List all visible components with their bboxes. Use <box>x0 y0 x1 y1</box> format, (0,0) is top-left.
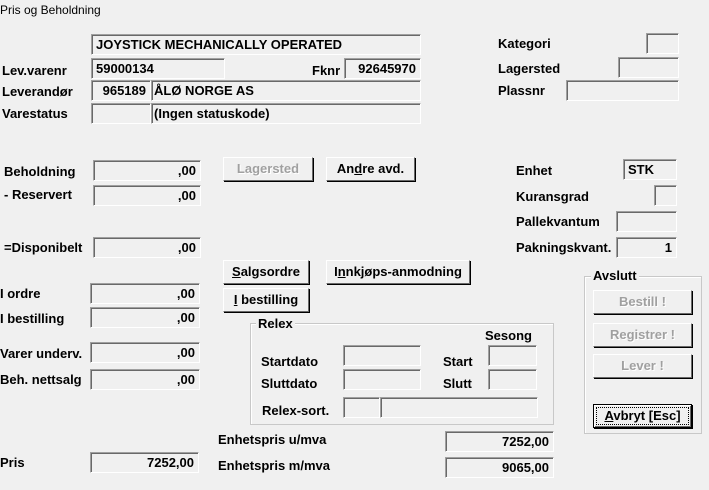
enhetspris-eks-mva-field[interactable]: 7252,00 <box>445 431 554 452</box>
relex-sort-code-field[interactable] <box>343 397 380 418</box>
enhet-label: Enhet <box>516 163 553 178</box>
beholdning-label: Beholdning <box>4 164 76 179</box>
start-field[interactable] <box>488 345 537 366</box>
kuransgrad-field[interactable] <box>654 185 677 206</box>
fknr-label: Fknr <box>312 63 341 78</box>
enhetspris-ink-mva-field[interactable]: 9065,00 <box>445 457 554 478</box>
i-bestilling-label: I bestilling <box>0 311 65 326</box>
pallekvantum-field[interactable] <box>616 211 677 232</box>
beh-nettsalg-field[interactable]: ,00 <box>90 369 200 390</box>
beh-nettsalg-label: Beh. nettsalg <box>0 372 82 387</box>
avslutt-title: Avslutt <box>593 268 637 283</box>
leverandor-navn-field[interactable]: ÅLØ NORGE AS <box>151 80 421 101</box>
startdato-field[interactable] <box>343 345 421 366</box>
innkjops-label-pre: I <box>334 264 338 279</box>
leverandor-nr-field[interactable]: 965189 <box>91 80 151 101</box>
kategori-label: Kategori <box>498 36 551 51</box>
start-label: Start <box>443 354 473 369</box>
enhetspris-ink-mva-label: Enhetspris m/mva <box>218 458 330 473</box>
registrer-button[interactable]: Registrer ! <box>593 323 692 347</box>
i-bestilling-label-post: bestilling <box>237 292 299 307</box>
startdato-label: Startdato <box>261 354 319 369</box>
disponibelt-label: =Disponibelt <box>4 240 83 255</box>
window-title: Pris og Beholdning <box>0 3 101 17</box>
salgsordre-button[interactable] <box>223 260 309 284</box>
innkjops-label-post: nkjøps-anmodning <box>345 264 462 279</box>
i-ordre-field[interactable]: ,00 <box>90 283 200 304</box>
varestatus-text-field[interactable]: (Ingen statuskode) <box>151 103 421 124</box>
sluttdato-label: Sluttdato <box>261 376 318 391</box>
lev-varenr-label: Lev.varenr <box>2 63 67 78</box>
lagersted-button[interactable]: Lagersted <box>223 157 313 181</box>
lagersted-label: Lagersted <box>498 61 561 76</box>
lever-button[interactable]: Lever ! <box>593 354 692 378</box>
varestatus-label: Varestatus <box>2 106 68 121</box>
pallekvantum-label: Pallekvantum <box>516 214 600 229</box>
i-bestilling-label-accel: I <box>233 292 238 307</box>
salgsordre-label-post: algsordre <box>240 264 300 279</box>
fknr-field[interactable]: 92645970 <box>344 58 421 79</box>
lev-varenr-field[interactable]: 59000134 <box>91 58 225 79</box>
plassnr-field[interactable] <box>566 80 679 101</box>
innkjops-label-accel: n <box>337 264 346 279</box>
pris-label: Pris <box>0 455 25 470</box>
leverandor-label: Leverandør <box>2 84 73 99</box>
varestatus-code-field[interactable] <box>91 103 151 124</box>
beholdning-field[interactable]: ,00 <box>93 160 201 181</box>
varer-underv-label: Varer underv. <box>0 346 83 361</box>
reservert-label: - Reservert <box>4 187 72 202</box>
innkjops-anmodning-button[interactable] <box>326 260 470 284</box>
salgsordre-label-accel: S <box>232 264 241 279</box>
sluttdato-field[interactable] <box>343 369 421 390</box>
bestill-button[interactable]: Bestill ! <box>593 290 692 314</box>
relex-title: Relex <box>258 316 293 331</box>
plassnr-label: Plassnr <box>498 83 545 98</box>
enhetspris-eks-mva-label: Enhetspris u/mva <box>218 432 327 447</box>
pris-field[interactable]: 7252,00 <box>90 452 199 473</box>
i-bestilling-button[interactable] <box>223 288 309 312</box>
kategori-field[interactable] <box>646 33 679 54</box>
pakningskvant-label: Pakningskvant. <box>516 240 612 255</box>
andre-avd-button[interactable] <box>326 157 415 181</box>
avbryt-button[interactable] <box>593 404 692 428</box>
disponibelt-field[interactable]: ,00 <box>93 237 201 258</box>
relex-sort-text-field[interactable] <box>380 397 538 418</box>
avbryt-label-accel: A <box>604 408 614 423</box>
slutt-label: Slutt <box>443 376 472 391</box>
lagersted-field[interactable] <box>618 57 679 78</box>
description-field[interactable]: JOYSTICK MECHANICALLY OPERATED <box>91 34 421 55</box>
i-ordre-label: I ordre <box>0 286 41 301</box>
andre-avd-label-accel: d <box>354 161 363 176</box>
slutt-field[interactable] <box>488 369 537 390</box>
kuransgrad-label: Kuransgrad <box>516 189 589 204</box>
enhet-field[interactable]: STK <box>623 159 677 180</box>
andre-avd-label-post: re avd. <box>362 161 405 176</box>
avbryt-label-post: vbryt [Esc] <box>613 408 681 423</box>
reservert-field[interactable]: ,00 <box>93 185 201 206</box>
pakningskvant-field[interactable]: 1 <box>616 237 677 258</box>
i-bestilling-field[interactable]: ,00 <box>90 307 200 328</box>
sesong-label: Sesong <box>485 328 532 343</box>
andre-avd-label-pre: An <box>336 161 355 176</box>
varer-underv-field[interactable]: ,00 <box>90 342 200 363</box>
relex-sort-label: Relex-sort. <box>262 403 330 418</box>
